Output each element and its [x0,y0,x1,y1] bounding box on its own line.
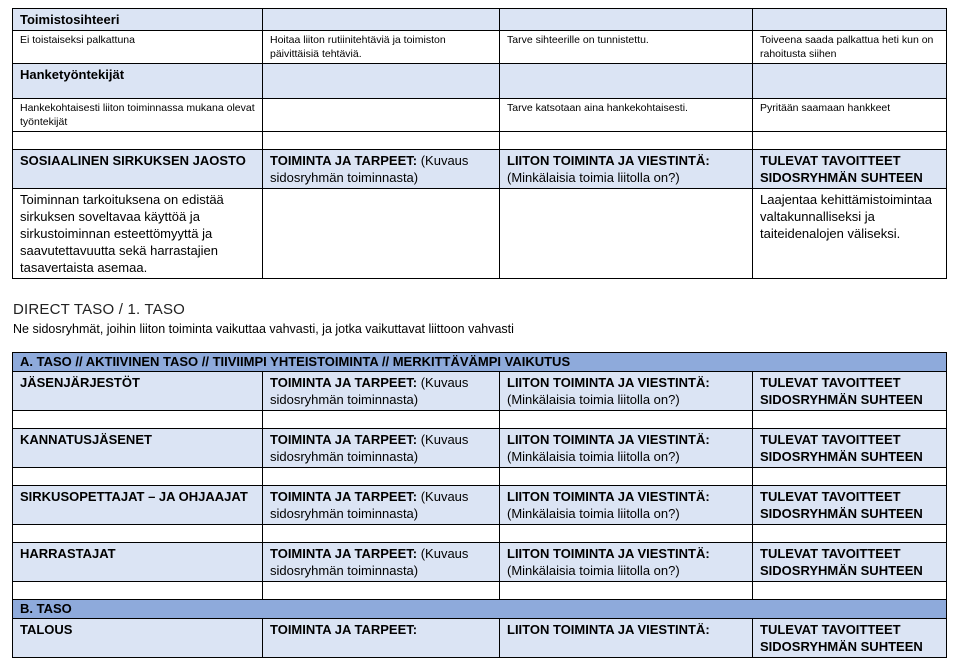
table-cell: TULEVAT TAVOITTEET SIDOSRYHMÄN SUHTEEN [753,619,947,658]
table-cell [263,525,500,543]
table-cell [500,64,753,99]
row-label-cell: JÄSENJÄRJESTÖT [13,372,263,411]
row-label-cell [13,525,263,543]
column-heading-label: LIITON TOIMINTA JA VIESTINTÄ: [507,153,710,168]
column-heading-label: LIITON TOIMINTA JA VIESTINTÄ: [507,432,710,447]
row-label-cell [13,468,263,486]
row-label-cell: Toiminnan tarkoituksena on edistää sirkuksen soveltavaa käyttöä ja sirkustoiminnan esteettömyyttä ja saavutettavuutta sekä harrastajien tasavertaista asemaa. [13,189,263,279]
table-row [13,582,947,600]
table-cell [500,132,753,150]
table-cell [500,189,753,279]
stakeholder-table-direct [12,352,947,658]
table-cell [500,525,753,543]
table-row [13,468,947,486]
table-cell [263,468,500,486]
row-label-cell [13,582,263,600]
column-heading-description: (Minkälaisia toimia liitolla on?) [507,392,680,407]
table-cell [753,582,947,600]
table-row [13,132,947,150]
stakeholder-table-staff [12,8,947,279]
table-cell [753,64,947,99]
column-heading-description: (Kuvaus sidosryhmän toiminnasta) [270,432,469,464]
table-cell [753,132,947,150]
row-label-cell: TALOUS [13,619,263,658]
table-cell [753,468,947,486]
column-heading-label: LIITON TOIMINTA JA VIESTINTÄ: [507,546,710,561]
table-cell [263,9,500,31]
table-cell [753,411,947,429]
table-cell: TULEVAT TAVOITTEET SIDOSRYHMÄN SUHTEEN [753,429,947,468]
table-cell [500,372,753,411]
table-cell [500,486,753,525]
column-heading-description: (Kuvaus sidosryhmän toiminnasta) [270,153,469,185]
column-heading-label: TOIMINTA JA TARPEET: [270,375,418,390]
table-cell [500,411,753,429]
row-label-cell: Hankekohtaisesti liiton toiminnassa mukana olevat työntekijät [13,99,263,132]
row-label-cell [13,132,263,150]
table-cell [263,543,500,582]
section-heading: DIRECT TASO / 1. TASO [13,301,186,318]
row-label-cell: B. TASO [13,600,947,619]
row-label-cell: Hanketyöntekijät [13,64,263,99]
column-heading-description: (Minkälaisia toimia liitolla on?) [507,563,680,578]
row-label-cell: A. TASO // AKTIIVINEN TASO // TIIVIIMPI YHTEISTOIMINTA // MERKITTÄVÄMPI VAIKUTUS [13,353,947,372]
table-cell [500,150,753,189]
table-row [13,31,947,64]
row-label-cell: SIRKUSOPETTAJAT – JA OHJAAJAT [13,486,263,525]
table-cell [263,150,500,189]
table-cell [263,411,500,429]
table-cell [263,429,500,468]
table-row [13,64,947,99]
column-heading-label: LIITON TOIMINTA JA VIESTINTÄ: [507,489,710,504]
column-heading-description: (Kuvaus sidosryhmän toiminnasta) [270,489,469,521]
column-heading-description: (Minkälaisia toimia liitolla on?) [507,449,680,464]
table-row [13,189,947,279]
row-label-cell [13,411,263,429]
table-cell: TULEVAT TAVOITTEET SIDOSRYHMÄN SUHTEEN [753,486,947,525]
table-row [13,411,947,429]
table-row [13,543,947,582]
table-cell: TULEVAT TAVOITTEET SIDOSRYHMÄN SUHTEEN [753,150,947,189]
table-cell [263,132,500,150]
table-cell: TULEVAT TAVOITTEET SIDOSRYHMÄN SUHTEEN [753,372,947,411]
row-label-cell: HARRASTAJAT [13,543,263,582]
column-heading-description: (Kuvaus sidosryhmän toiminnasta) [270,546,469,578]
table-cell [753,9,947,31]
table-cell: TULEVAT TAVOITTEET SIDOSRYHMÄN SUHTEEN [753,543,947,582]
table-cell: Laajentaa kehittämistoimintaa valtakunnalliseksi ja taiteidenalojen väliseksi. [753,189,947,279]
row-label-cell: Toimistosihteeri [13,9,263,31]
table-cell: Pyritään saamaan hankkeet [753,99,947,132]
table-row [13,429,947,468]
table-cell: Toiveena saada palkattua heti kun on rahoitusta siihen [753,31,947,64]
table-cell [263,486,500,525]
level-band-row [13,353,947,372]
table-cell [263,64,500,99]
table-row [13,486,947,525]
table-cell [500,468,753,486]
column-heading-label: TOIMINTA JA TARPEET: [270,153,418,168]
table-row [13,372,947,411]
column-heading-description: (Minkälaisia toimia liitolla on?) [507,170,680,185]
table-cell [500,582,753,600]
column-heading-label: TOIMINTA JA TARPEET: [270,489,418,504]
column-heading-label: TOIMINTA JA TARPEET: [270,432,418,447]
table-cell [753,525,947,543]
table-cell: Tarve sihteerille on tunnistettu. [500,31,753,64]
row-label-cell: Ei toistaiseksi palkattuna [13,31,263,64]
table-cell [263,189,500,279]
table-row [13,619,947,658]
column-heading-description: (Kuvaus sidosryhmän toiminnasta) [270,375,469,407]
row-label-cell: KANNATUSJÄSENET [13,429,263,468]
row-label-cell: SOSIAALINEN SIRKUKSEN JAOSTO [13,150,263,189]
column-heading-description: (Minkälaisia toimia liitolla on?) [507,506,680,521]
column-heading-label: TOIMINTA JA TARPEET: [270,546,418,561]
table-cell: TOIMINTA JA TARPEET: [263,619,500,658]
table-cell [263,372,500,411]
column-heading-label: LIITON TOIMINTA JA VIESTINTÄ: [507,375,710,390]
section-subheading: Ne sidosryhmät, joihin liiton toiminta vaikuttaa vahvasti, ja jotka vaikuttavat liittoon vahvasti [13,322,514,336]
table-cell [263,582,500,600]
table-row [13,150,947,189]
level-band-row [13,600,947,619]
table-cell [263,99,500,132]
table-cell [500,9,753,31]
table-row [13,99,947,132]
table-cell: Tarve katsotaan aina hankekohtaisesti. [500,99,753,132]
table-cell [500,543,753,582]
table-row [13,9,947,31]
table-row [13,525,947,543]
table-cell: Hoitaa liiton rutiinitehtäviä ja toimiston päivittäisiä tehtäviä. [263,31,500,64]
table-cell [500,429,753,468]
table-cell: LIITON TOIMINTA JA VIESTINTÄ: [500,619,753,658]
